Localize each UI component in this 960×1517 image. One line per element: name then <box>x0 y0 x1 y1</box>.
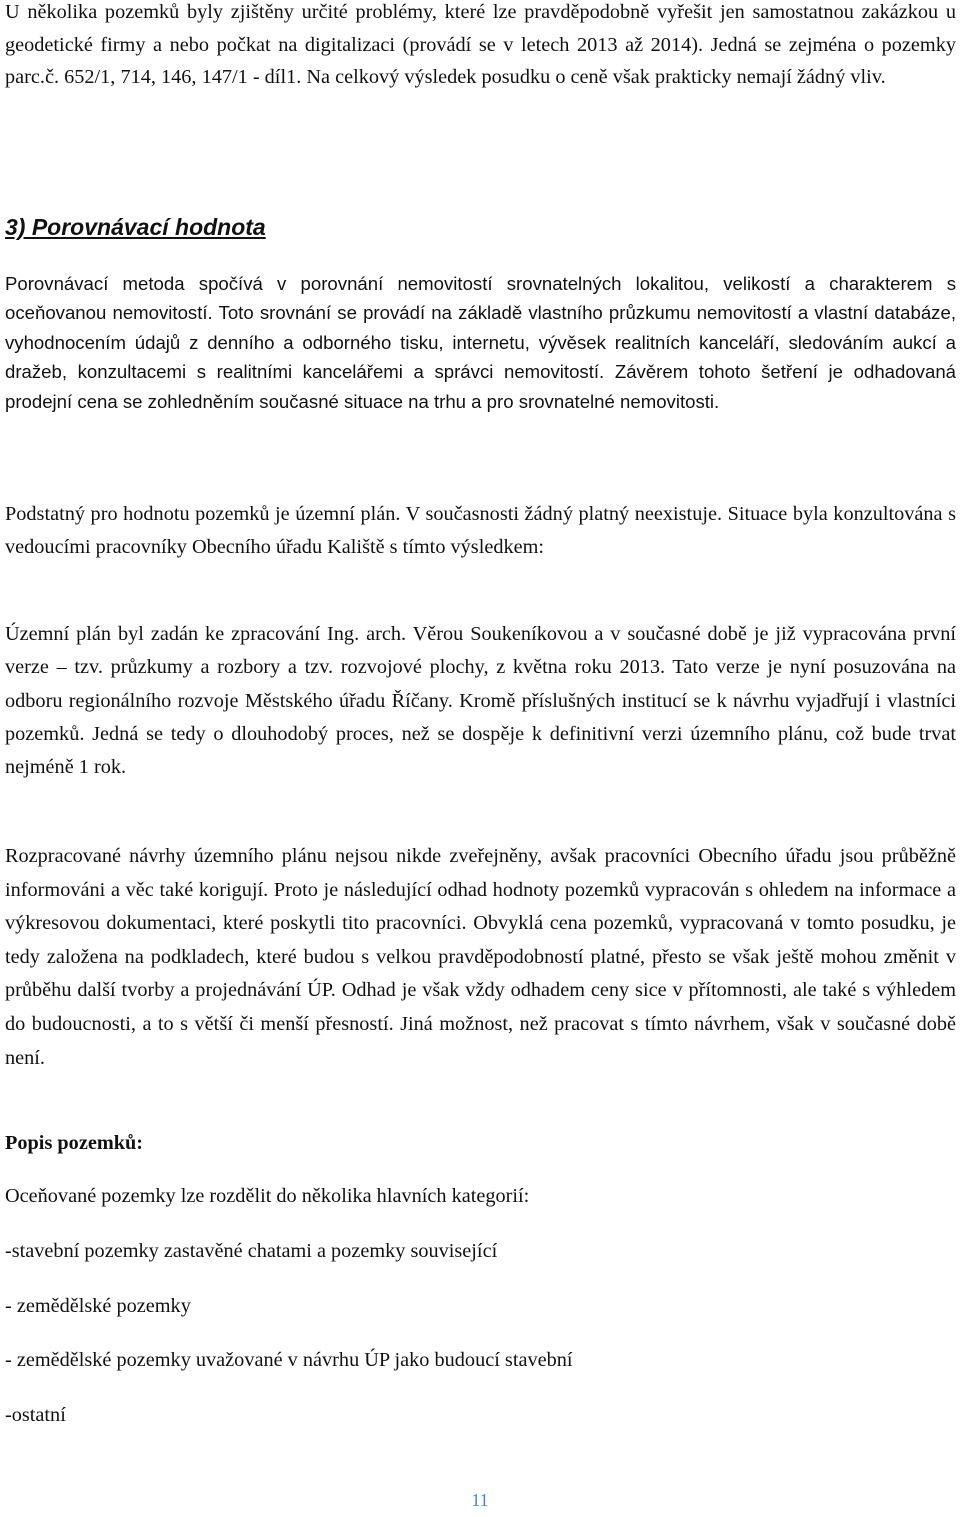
list-item: -ostatní <box>5 1404 66 1427</box>
section-heading-porovnavaci-hodnota: 3) Porovnávací hodnota <box>5 214 266 240</box>
method-paragraph: Porovnávací metoda spočívá v porovnání nemovitostí srovnatelných lokalitou, velikostí a charakterem s oceňovanou nemovitostí. Toto srovnání se provádí na základě vlastního průzkumu nemovitostí a vlastní databáze, vyhodnocením údajů z denního a odborného tisku, internetu, vývěsek realitních kanceláří, sledováním aukcí a dražeb, konzultacemi s realitními kancelářemi a správci nemovitostí. Závěrem tohoto šetření je odhadovaná prodejní cena se zohledněním současné situace na trhu a pro srovnatelné nemovitosti. <box>5 273 956 412</box>
list-item: - zemědělské pozemky uvažované v návrhu ÚP jako budoucí stavební <box>5 1349 573 1372</box>
zoning-plan-paragraph: Podstatný pro hodnotu pozemků je územní plán. V současnosti žádný platný neexistuje. Situace byla konzultována s vedoucími pracovníky Obecního úřadu Kaliště s tímto výsledkem: <box>5 503 956 558</box>
draft-proposals-paragraph: Rozpracované návrhy územního plánu nejsou nikde zveřejněny, avšak pracovníci Obecního úřadu jsou průběžně informováni a věc také korigují. Proto je následující odhad hodnoty pozemků vypracován s ohledem na informace a výkresovou dokumentaci, které poskytli tito pracovníci. Obvyklá cena pozemků, vypracovaná v tomto posudku, je tedy založena na podkladech, které budou s velkou pravděpodobností platné, přesto se však ještě mohou změnit v průběhu další tvorby a projednávání ÚP. Odhad je však vždy odhadem ceny sice v přítomnosti, ale také s výhledem do budoucnosti, a to s větší či menší přesností. Jiná možnost, než pracovat s tímto návrhem, však v současné době není. <box>5 845 956 1069</box>
land-categories-list <box>5 1235 573 1454</box>
categories-intro: Oceňované pozemky lze rozdělit do několika hlavních kategorií: <box>5 1185 530 1207</box>
zoning-plan-status-paragraph: Územní plán byl zadán ke zpracování Ing. arch. Věrou Soukeníkovou a v současné době je již vypracována první verze – tzv. průzkumy a rozbory a tzv. rozvojové plochy, z května roku 2013. Tato verze je nyní posuzována na odboru regionálního rozvoje Městského úřadu Říčany. Kromě příslušných institucí se k návrhu vyjadřují i vlastníci pozemků. Jedná se tedy o dlouhodobý proces, než se dospěje k definitivní verzi územního plánu, což bude trvat nejméně 1 rok. <box>5 623 956 779</box>
page-number: 11 <box>471 1490 489 1510</box>
list-item: - zemědělské pozemky <box>5 1294 191 1317</box>
intro-paragraph: U několika pozemků byly zjištěny určité problémy, které lze pravděpodobně vyřešit jen samostatnou zakázkou u geodetické firmy a nebo počkat na digitalizaci (provádí se v letech 2013 až 2014). Jedná se zejména o pozemky parc.č. 652/1, 714, 146, 147/1 - díl1. Na celkový výsledek posudku o ceně však prakticky nemají žádný vliv. <box>5 1 956 88</box>
land-description-heading: Popis pozemků: <box>5 1132 144 1154</box>
list-item: -stavební pozemky zastavěné chatami a pozemky související <box>5 1240 498 1262</box>
